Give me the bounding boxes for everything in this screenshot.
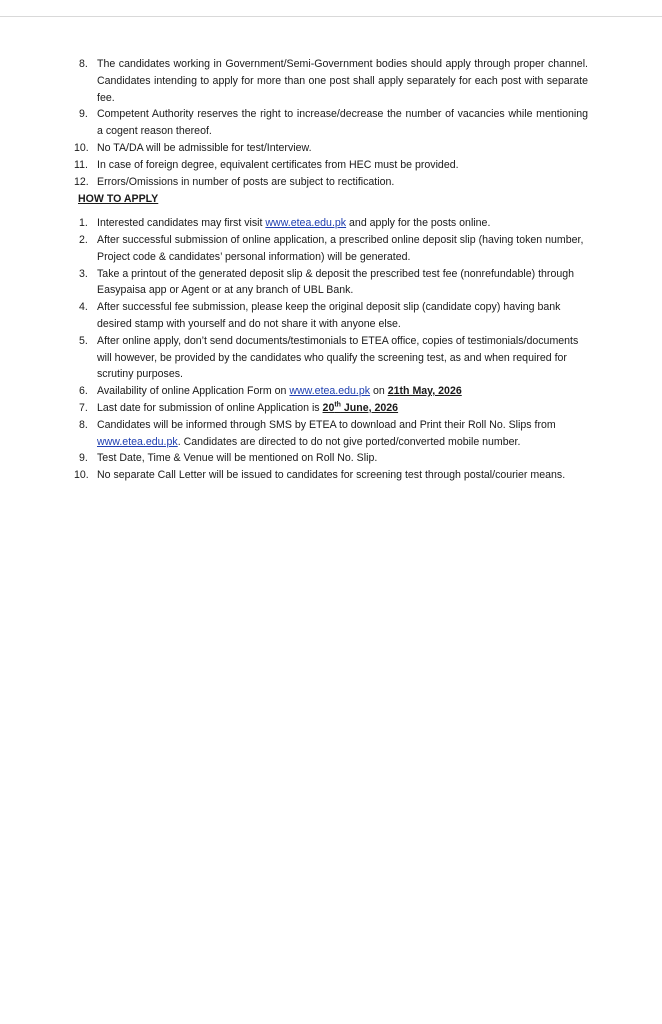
item-text: Test Date, Time & Venue will be mentioned on Roll No. Slip.: [97, 452, 378, 465]
item-text: In case of foreign degree, equivalent certificates from HEC must be provided.: [97, 158, 459, 171]
item-text: [97, 383, 588, 400]
list-item: [74, 400, 588, 417]
list-item: [74, 467, 588, 484]
item-number: 7.: [79, 401, 88, 414]
text-segment: . Candidates are directed to do not give ported/converted mobile number.: [177, 435, 521, 448]
item-number: 10.: [74, 141, 89, 154]
item-text: After successful fee submission, please keep the original deposit slip (candidate copy) having bank desired stamp with yourself and do not share it with anyone else.: [97, 301, 561, 330]
item-number: 3.: [79, 267, 88, 280]
item-text: Competent Authority reserves the right to increase/decrease the number of vacancies while mentioning a cogent reason thereof.: [97, 108, 588, 138]
text-segment: Candidates will be informed through SMS by ETEA to download and Print their Roll No. Slips from: [97, 418, 556, 431]
top-divider: [0, 16, 662, 17]
etea-website-link[interactable]: www.etea.edu.pk: [289, 385, 371, 398]
item-number: 11.: [74, 158, 88, 171]
item-number: 5.: [79, 334, 88, 347]
text-segment: Last date for submission of online Application is: [97, 401, 323, 414]
date-day: 20: [322, 401, 335, 414]
list-item: [74, 215, 588, 232]
item-number: 6.: [79, 385, 88, 398]
list-item: [74, 232, 588, 266]
document-page: [74, 56, 588, 484]
item-text: After successful submission of online application, a prescribed online deposit slip (having token number, Project code & candidates’ personal information) will be generated.: [97, 233, 584, 263]
list-item: [74, 266, 588, 300]
item-text: Take a printout of the generated deposit slip & deposit the prescribed test fee (nonrefundable) through Easypaisa app or Agent or at any branch of UBL Bank.: [97, 267, 575, 297]
list-item: [74, 450, 588, 467]
item-text: [97, 400, 588, 417]
list-item: [74, 140, 588, 157]
list-item: [74, 383, 588, 400]
list-item: [74, 174, 588, 191]
item-text: Errors/Omissions in number of posts are subject to rectification.: [97, 175, 395, 188]
list-item: [74, 299, 588, 333]
item-number: 4.: [79, 301, 88, 314]
etea-website-link[interactable]: www.etea.edu.pk: [265, 217, 347, 230]
item-text: After online apply, don’t send documents/testimonials to ETEA office, copies of testimonials/documents will however, be provided by the candidates who qualify the screening test, as and when required for scrutiny purposes.: [97, 334, 579, 381]
list-item: [74, 333, 588, 383]
item-number: 9.: [79, 108, 88, 121]
item-number: 1.: [79, 217, 88, 230]
last-date: [323, 402, 399, 414]
item-number: 10.: [74, 469, 89, 482]
item-number: 8.: [79, 418, 88, 431]
conditions-list: [74, 56, 588, 190]
list-item: [74, 157, 588, 174]
availability-date: 21th May, 2026: [387, 385, 462, 398]
date-ordinal: th: [334, 401, 341, 409]
how-to-apply-list: [74, 215, 588, 484]
text-segment: and apply for the posts online.: [346, 217, 491, 230]
item-number: 9.: [79, 452, 88, 465]
item-number: 8.: [79, 58, 88, 70]
list-item: [74, 417, 588, 451]
item-text: [97, 215, 588, 232]
item-number: 12.: [74, 175, 89, 188]
text-segment: on: [370, 385, 388, 398]
item-text: The candidates working in Government/Semi-Government bodies should apply through proper channel. Candidates intending to apply for more than one post shall apply separately for each post with separate fee.: [97, 58, 588, 104]
text-segment: Interested candidates may first visit: [97, 217, 266, 230]
item-text: No TA/DA will be admissible for test/Interview.: [97, 141, 312, 154]
text-segment: Availability of online Application Form on: [97, 385, 290, 398]
section-heading: HOW TO APPLY: [78, 193, 159, 206]
list-item: [74, 106, 588, 140]
list-item: [74, 56, 588, 106]
item-text: No separate Call Letter will be issued to candidates for screening test through postal/courier means.: [97, 469, 566, 482]
date-month-year: June, 2026: [340, 401, 399, 414]
etea-website-link[interactable]: www.etea.edu.pk: [97, 435, 178, 448]
item-text: [97, 417, 588, 451]
item-number: 2.: [79, 233, 88, 246]
